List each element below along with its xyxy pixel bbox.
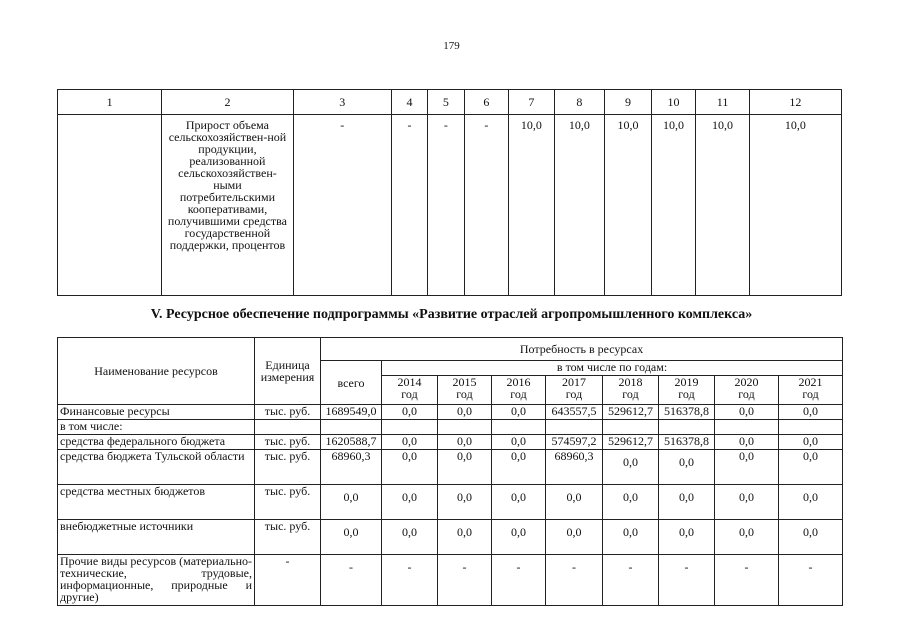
- year-value: 68960,3: [546, 450, 603, 485]
- year-value: 0,0: [438, 450, 492, 485]
- year-value: 0,0: [438, 485, 492, 520]
- year-value: 0,0: [492, 405, 546, 420]
- header-need: Потребность в ресурсах: [321, 338, 843, 361]
- table-cell: [603, 420, 659, 435]
- year-value: 0,0: [546, 520, 603, 555]
- table-cell: 10,0: [651, 115, 696, 296]
- resource-unit: -: [255, 555, 321, 606]
- resource-total: 68960,3: [321, 450, 382, 485]
- resource-total: 1689549,0: [321, 405, 382, 420]
- col-num: 12: [749, 90, 841, 115]
- resources-table: [57, 337, 843, 606]
- year-value: 0,0: [603, 450, 659, 485]
- year-value: 0,0: [779, 405, 843, 420]
- table-cell: -: [464, 115, 509, 296]
- year-value: 0,0: [382, 450, 438, 485]
- year-value: 574597,2: [546, 435, 603, 450]
- year-value: 0,0: [382, 485, 438, 520]
- year-value: 0,0: [492, 485, 546, 520]
- year-value: 529612,7: [603, 435, 659, 450]
- year-value: -: [779, 555, 843, 606]
- year-value: 0,0: [779, 435, 843, 450]
- table-cell: [546, 420, 603, 435]
- year-value: 0,0: [603, 520, 659, 555]
- header-year: 2016 год: [492, 376, 546, 405]
- table-cell: 10,0: [605, 115, 652, 296]
- year-value: 0,0: [492, 450, 546, 485]
- section-title: V. Ресурсное обеспечение подпрограммы «Развитие отраслей агропромышленного комплекса»: [150, 307, 753, 322]
- table-cell: -: [391, 115, 427, 296]
- year-value: 0,0: [382, 435, 438, 450]
- col-num: 8: [554, 90, 605, 115]
- year-value: 0,0: [779, 520, 843, 555]
- col-num: 2: [162, 90, 294, 115]
- year-value: 529612,7: [603, 405, 659, 420]
- year-value: -: [492, 555, 546, 606]
- indicator-table: [57, 89, 842, 296]
- col-num: 1: [58, 90, 162, 115]
- header-year: 2021 год: [779, 376, 843, 405]
- col-num: 6: [464, 90, 509, 115]
- year-value: 0,0: [715, 520, 779, 555]
- resource-name: Прочие виды ресурсов (материально-технические, трудовые, информационные, природные и другие): [58, 555, 255, 606]
- year-value: -: [382, 555, 438, 606]
- table-header-row: [58, 338, 843, 361]
- col-num: 5: [428, 90, 464, 115]
- year-value: -: [715, 555, 779, 606]
- resource-unit: тыс. руб.: [255, 435, 321, 450]
- header-total: всего: [321, 361, 382, 405]
- year-value: 0,0: [715, 450, 779, 485]
- year-value: 0,0: [382, 520, 438, 555]
- year-value: 0,0: [715, 485, 779, 520]
- table-cell: 10,0: [696, 115, 750, 296]
- resource-name: внебюджетные источники: [58, 520, 255, 555]
- year-value: 0,0: [715, 405, 779, 420]
- table-cell: [58, 115, 162, 296]
- year-value: 0,0: [779, 450, 843, 485]
- table-cell: 10,0: [749, 115, 841, 296]
- header-year: 2015 год: [438, 376, 492, 405]
- year-value: -: [438, 555, 492, 606]
- col-num: 3: [293, 90, 391, 115]
- table-cell: [715, 420, 779, 435]
- year-value: 643557,5: [546, 405, 603, 420]
- header-year: 2018 год: [603, 376, 659, 405]
- col-num: 7: [509, 90, 555, 115]
- table-cell: -: [428, 115, 464, 296]
- resource-total: 1620588,7: [321, 435, 382, 450]
- header-year: 2014 год: [382, 376, 438, 405]
- year-value: 0,0: [659, 450, 715, 485]
- header-year: 2020 год: [715, 376, 779, 405]
- year-value: 0,0: [492, 435, 546, 450]
- resource-total: 0,0: [321, 485, 382, 520]
- table-cell: [438, 420, 492, 435]
- year-value: 516378,8: [659, 435, 715, 450]
- table-row: [58, 555, 843, 606]
- year-value: 0,0: [382, 405, 438, 420]
- header-resource-name: Наименование ресурсов: [58, 338, 255, 405]
- column-number-row: [58, 90, 842, 115]
- year-value: 0,0: [546, 485, 603, 520]
- year-value: -: [603, 555, 659, 606]
- table-cell: [382, 420, 438, 435]
- col-num: 11: [696, 90, 750, 115]
- resource-unit: тыс. руб.: [255, 485, 321, 520]
- header-year: 2017 год: [546, 376, 603, 405]
- resource-unit: тыс. руб.: [255, 520, 321, 555]
- year-value: 0,0: [438, 435, 492, 450]
- year-value: 0,0: [715, 435, 779, 450]
- table-cell: [659, 420, 715, 435]
- table-cell: [255, 420, 321, 435]
- table-row: [58, 485, 843, 520]
- year-value: 0,0: [659, 485, 715, 520]
- table-cell: -: [293, 115, 391, 296]
- resource-name: средства бюджета Тульской области: [58, 450, 255, 485]
- year-value: -: [546, 555, 603, 606]
- table-row: [58, 405, 843, 420]
- header-by-years: в том числе по годам:: [382, 361, 843, 376]
- resource-unit: тыс. руб.: [255, 450, 321, 485]
- resource-name: средства местных бюджетов: [58, 485, 255, 520]
- resource-name: в том числе:: [58, 420, 255, 435]
- table-row: [58, 420, 843, 435]
- indicator-row: [58, 115, 842, 296]
- col-num: 4: [391, 90, 427, 115]
- year-value: 0,0: [779, 485, 843, 520]
- year-value: 0,0: [438, 520, 492, 555]
- resource-name: средства федерального бюджета: [58, 435, 255, 450]
- table-cell: [321, 420, 382, 435]
- header-year: 2019 год: [659, 376, 715, 405]
- year-value: 0,0: [438, 405, 492, 420]
- table-cell: 10,0: [509, 115, 555, 296]
- col-num: 10: [651, 90, 696, 115]
- resource-unit: тыс. руб.: [255, 405, 321, 420]
- table-cell: [779, 420, 843, 435]
- year-value: -: [659, 555, 715, 606]
- table-row: [58, 450, 843, 485]
- header-unit: Единица измерения: [255, 338, 321, 405]
- year-value: 516378,8: [659, 405, 715, 420]
- table-row: [58, 435, 843, 450]
- indicator-description: Прирост объема сельскохозяйствен-ной продукции, реализованной сельскохозяйствен-ными потребительскими кооперативами, получившими средства государственной поддержки, процентов: [162, 115, 294, 296]
- year-value: 0,0: [492, 520, 546, 555]
- table-cell: 10,0: [554, 115, 605, 296]
- col-num: 9: [605, 90, 652, 115]
- resource-name: Финансовые ресурсы: [58, 405, 255, 420]
- year-value: 0,0: [659, 520, 715, 555]
- page-number: 179: [443, 40, 460, 52]
- table-row: [58, 520, 843, 555]
- table-cell: [492, 420, 546, 435]
- year-value: 0,0: [603, 485, 659, 520]
- resource-total: 0,0: [321, 520, 382, 555]
- resource-total: -: [321, 555, 382, 606]
